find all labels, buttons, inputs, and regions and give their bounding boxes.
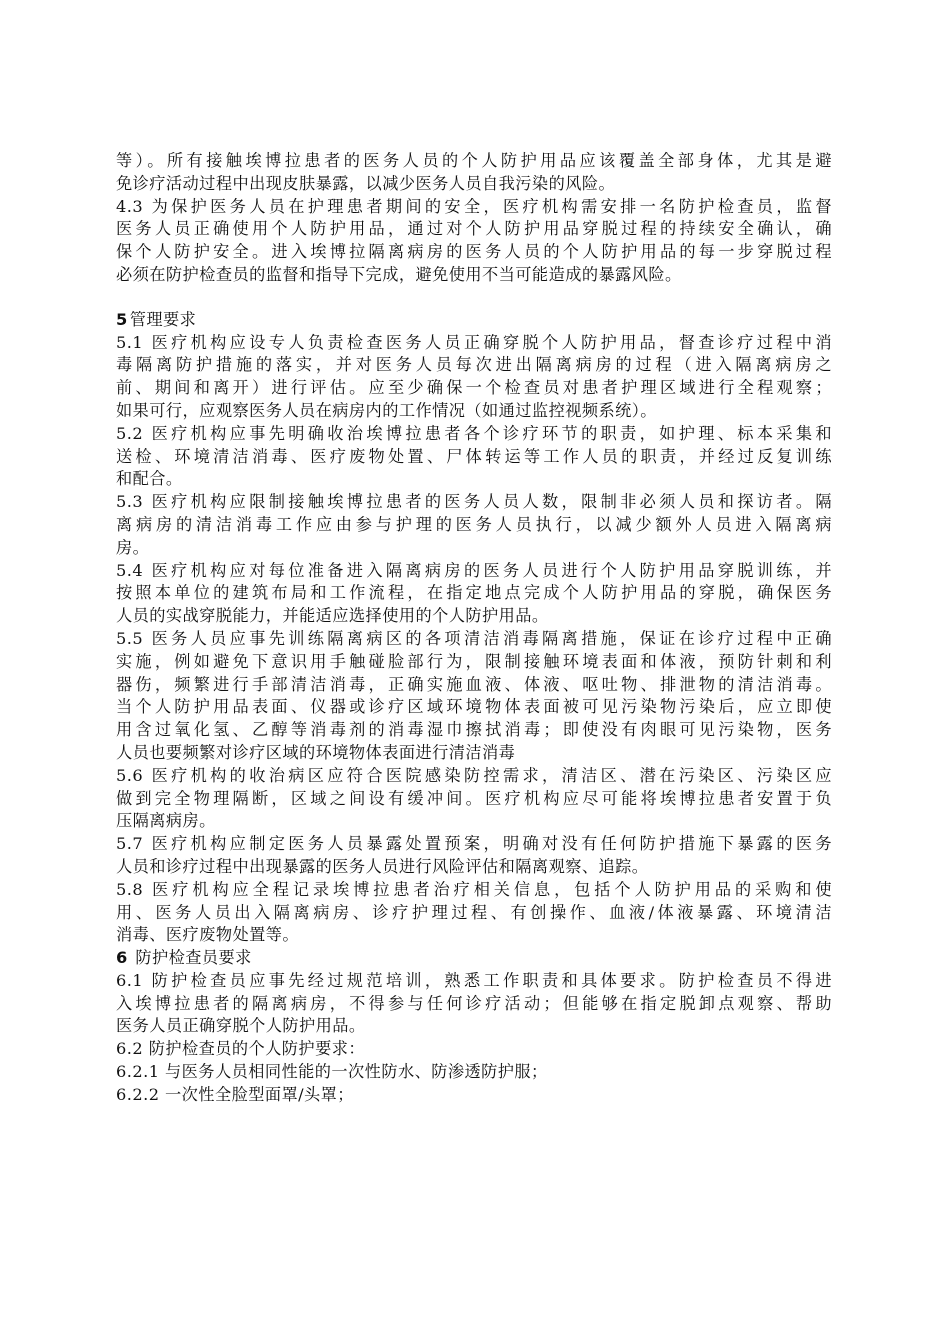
- paragraph-4-3: [116, 196, 832, 287]
- section-number: 6: [116, 948, 128, 968]
- paragraph-6-1: [116, 970, 832, 1038]
- paragraph-5-2: [116, 423, 832, 491]
- paragraph-6-2-1: 6.2.1 与医务人员相同性能的一次性防水、防渗透防护服；: [116, 1062, 548, 1082]
- text-line: 如果可行，应观察医务人员在病房内的工作情况（如通过监控视频系统）。: [116, 400, 657, 420]
- text-line: 人员和诊疗过程中出现暴露的医务人员进行风险评估和隔离观察、追踪。: [116, 856, 649, 876]
- paragraph-6-2-2: 6.2.2 一次性全脸型面罩/头罩；: [116, 1084, 354, 1104]
- text-line: 6.1 防护检查员应事先经过规范培训，熟悉工作职责和具体要求。防护检查员不得进: [116, 970, 832, 990]
- text-line: 当个人防护用品表面、仪器或诊疗区域环境物体表面被可见污染物污染后，应立即使: [116, 697, 832, 717]
- text-line: 房。: [116, 537, 150, 557]
- text-line: 5.7 医疗机构应制定医务人员暴露处置预案，明确对没有任何防护措施下暴露的医务: [116, 834, 832, 854]
- text-line: 医务人员正确穿脱个人防护用品。: [116, 1016, 366, 1036]
- text-line: 压隔离病房。: [116, 811, 216, 831]
- section-5-heading: [116, 309, 832, 332]
- text-line: 保个人防护安全。进入埃博拉隔离病房的医务人员的个人防护用品的每一步穿脱过程: [116, 242, 832, 262]
- text-line: 免诊疗活动过程中出现皮肤暴露，以减少医务人员自我污染的风险。: [116, 173, 616, 193]
- text-line: 5.8 医疗机构应全程记录埃博拉患者治疗相关信息，包括个人防护用品的采购和使: [116, 879, 832, 899]
- paragraph-5-5: [116, 628, 832, 765]
- paragraph-5-7: [116, 833, 832, 879]
- paragraph-5-4: [116, 560, 832, 628]
- text-line: 5.3 医疗机构应限制接触埃博拉患者的医务人员人数，限制非必须人员和探访者。隔: [116, 492, 832, 512]
- text-line: 5.4 医疗机构应对每位准备进入隔离病房的医务人员进行个人防护用品穿脱训练，并: [116, 560, 832, 580]
- section-title: 防护检查员要求: [129, 948, 252, 968]
- document-page: [116, 150, 832, 1107]
- text-line: 前、期间和离开）进行评估。应至少确保一个检查员对患者护理区域进行全程观察；: [116, 378, 832, 398]
- text-line: 用含过氧化氢、乙醇等消毒剂的消毒湿巾擦拭消毒；即使没有肉眼可见污染物，医务: [116, 720, 832, 740]
- text-line: 人员的实战穿脱能力，并能适应选择使用的个人防护用品。: [116, 606, 549, 626]
- text-line: 4.3 为保护医务人员在护理患者期间的安全，医疗机构需安排一名防护检查员，监督: [116, 196, 832, 216]
- text-line: 5.5 医务人员应事先训练隔离病区的各项清洁消毒隔离措施，保证在诊疗过程中正确: [116, 628, 832, 648]
- text-line: 5.2 医疗机构应事先明确收治埃博拉患者各个诊疗环节的职责，如护理、标本采集和: [116, 423, 832, 443]
- paragraph-5-1: [116, 332, 832, 423]
- continuation-paragraph: [116, 150, 832, 196]
- text-line: 按照本单位的建筑布局和工作流程，在指定地点完成个人防护用品的穿脱，确保医务: [116, 583, 832, 603]
- paragraph-5-3: [116, 491, 832, 559]
- text-line: 实施，例如避免下意识用手触碰脸部行为，限制接触环境表面和体液，预防针刺和利: [116, 651, 832, 671]
- text-line: 医务人员正确使用个人防护用品，通过对个人防护用品穿脱过程的持续安全确认，确: [116, 219, 832, 239]
- text-line: 等）。所有接触埃博拉患者的医务人员的个人防护用品应该覆盖全部身体，尤其是避: [116, 151, 832, 170]
- text-line: 消毒、医疗废物处置等。: [116, 925, 300, 945]
- text-line: 用、医务人员出入隔离病房、诊疗护理过程、有创操作、血液/体液暴露、环境清洁: [116, 902, 832, 922]
- text-line: 离病房的清洁消毒工作应由参与护理的医务人员执行，以减少额外人员进入隔离病: [116, 514, 832, 534]
- section-6-heading: [116, 947, 832, 970]
- text-line: 器伤，频繁进行手部清洁消毒，正确实施血液、体液、呕吐物、排泄物的清洁消毒。: [116, 674, 832, 694]
- text-line: 送检、环境清洁消毒、医疗废物处置、尸体转运等工作人员的职责，并经过反复训练: [116, 446, 832, 466]
- text-line: 毒隔离防护措施的落实，并对医务人员每次进出隔离病房的过程（进入隔离病房之: [116, 355, 832, 375]
- paragraph-5-8: [116, 879, 832, 947]
- text-line: 5.6 医疗机构的收治病区应符合医院感染防控需求，清洁区、潜在污染区、污染区应: [116, 765, 832, 785]
- text-line: 和配合。: [116, 469, 183, 489]
- paragraph-6-2: 6.2 防护检查员的个人防护要求：: [116, 1039, 365, 1059]
- text-line: 人员也要频繁对诊疗区域的环境物体表面进行清洁消毒: [116, 742, 516, 762]
- text-line: 必须在防护检查员的监督和指导下完成，避免使用不当可能造成的暴露风险。: [116, 264, 682, 284]
- section-title: 管理要求: [129, 309, 197, 329]
- text-line: 5.1 医疗机构应设专人负责检查医务人员正确穿脱个人防护用品，督查诊疗过程中消: [116, 332, 832, 352]
- paragraph-5-6: [116, 765, 832, 833]
- section-number: 5: [116, 309, 128, 329]
- text-line: 做到完全物理隔断，区域之间设有缓冲间。医疗机构应尽可能将埃博拉患者安置于负: [116, 788, 832, 808]
- text-line: 入埃博拉患者的隔离病房，不得参与任何诊疗活动；但能够在指定脱卸点观察、帮助: [116, 993, 832, 1013]
